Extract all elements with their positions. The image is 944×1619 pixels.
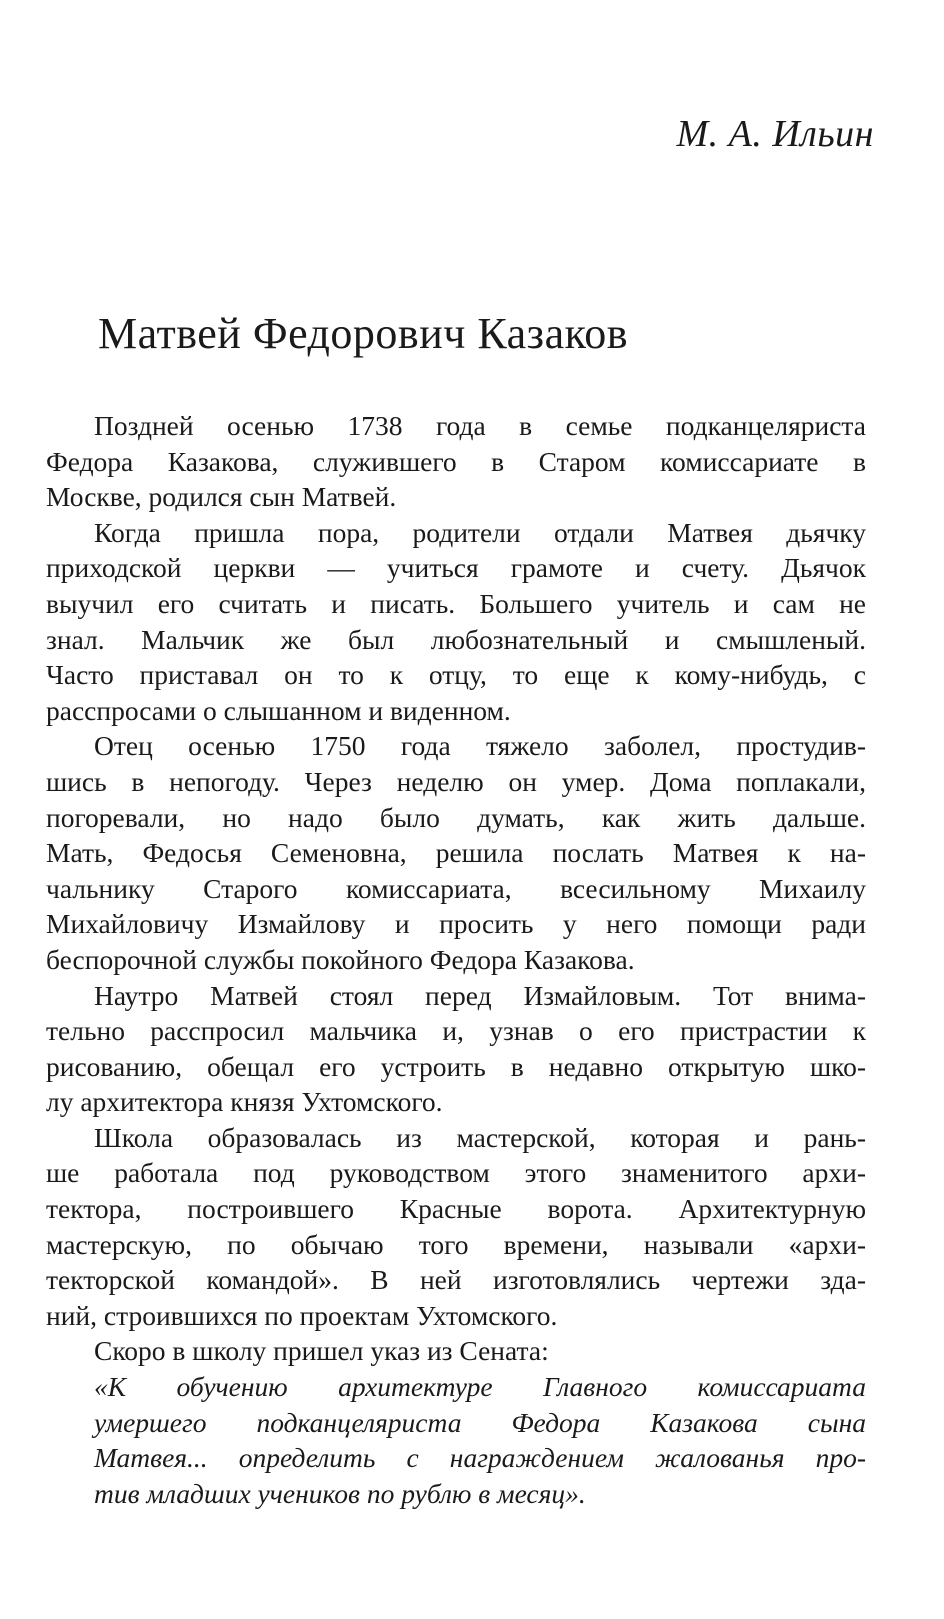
paragraph-4 xyxy=(46,978,866,1120)
text-line: ний, строившихся по проектам Ухтомского. xyxy=(46,1299,558,1331)
text-line: Наутро Матвей стоял перед Измайловым. Тот внима- xyxy=(94,979,866,1011)
text-line: Скоро в школу пришел указ из Сената: xyxy=(94,1335,549,1367)
text-line: погоревали, но надо было думать, как жить дальше. xyxy=(46,801,866,833)
text-line: тельно расспросил мальчика и, узнав о его пристрастии к xyxy=(46,1015,866,1047)
text-line: приходской церкви — учиться грамоте и счету. Дьячок xyxy=(46,552,866,584)
text-line: выучил его считать и писать. Большего учитель и сам не xyxy=(46,587,866,619)
quote-line: Матвея... определить с награждением жалованья про- xyxy=(94,1442,866,1474)
text-line: Школа образовалась из мастерской, которая и рань- xyxy=(94,1121,866,1153)
text-line: Мать, Федосья Семеновна, решила послать Матвея к на- xyxy=(46,837,866,869)
text-line: беспорочной службы покойного Федора Казакова. xyxy=(46,943,635,975)
text-line: Поздней осенью 1738 года в семье подканцеляриста xyxy=(94,410,866,441)
text-line: Федора Казакова, служившего в Старом комиссариате в xyxy=(46,445,866,477)
text-line: лу архитектора князя Ухтомского. xyxy=(46,1086,443,1118)
paragraph-3 xyxy=(46,728,866,977)
text-line: Часто приставал он то к отцу, то еще к кому-нибудь, с xyxy=(46,659,866,691)
text-line: знал. Мальчик же был любознательный и смышленый. xyxy=(46,623,866,655)
text-line: мастерскую, по обычаю того времени, называли «архи- xyxy=(46,1228,866,1260)
text-line: ше работала под руководством этого знаменитого архи- xyxy=(46,1157,866,1189)
text-line: чальнику Старого комиссариата, всесильному Михаилу xyxy=(46,872,866,904)
text-line: тектора, построившего Красные ворота. Архитектурную xyxy=(46,1193,866,1225)
quote-line: умершего подканцеляриста Федора Казакова сына xyxy=(94,1406,866,1438)
paragraph-6 xyxy=(46,1333,866,1369)
text-line: Москве, родился сын Матвей. xyxy=(46,481,397,513)
text-line: Отец осенью 1750 года тяжело заболел, простудив- xyxy=(94,730,866,762)
author-name: М. А. Ильин xyxy=(676,113,874,155)
text-line: Михайловичу Измайлову и просить у него помощи ради xyxy=(46,908,866,940)
text-line: шись в непогоду. Через неделю он умер. Дома поплакали, xyxy=(46,765,866,797)
text-line: Когда пришла пора, родители отдали Матвея дьячку xyxy=(94,516,866,548)
paragraph-2 xyxy=(46,515,866,729)
text-line: расспросами о слышанном и виденном. xyxy=(46,694,511,726)
paragraph-1 xyxy=(46,408,866,515)
quote-line: «К обучению архитектуре Главного комиссариата xyxy=(94,1371,866,1403)
text-line: рисованию, обещал его устроить в недавно открытую шко- xyxy=(46,1050,866,1082)
body-text xyxy=(46,408,866,1511)
chapter-title: Матвей Федорович Казаков xyxy=(98,309,629,358)
senate-decree-quote xyxy=(46,1369,866,1511)
quote-line: тив младших учеников по рублю в месяц». xyxy=(94,1477,586,1509)
paragraph-5 xyxy=(46,1120,866,1334)
text-line: текторской командой». В ней изготовлялись чертежи зда- xyxy=(46,1264,866,1296)
